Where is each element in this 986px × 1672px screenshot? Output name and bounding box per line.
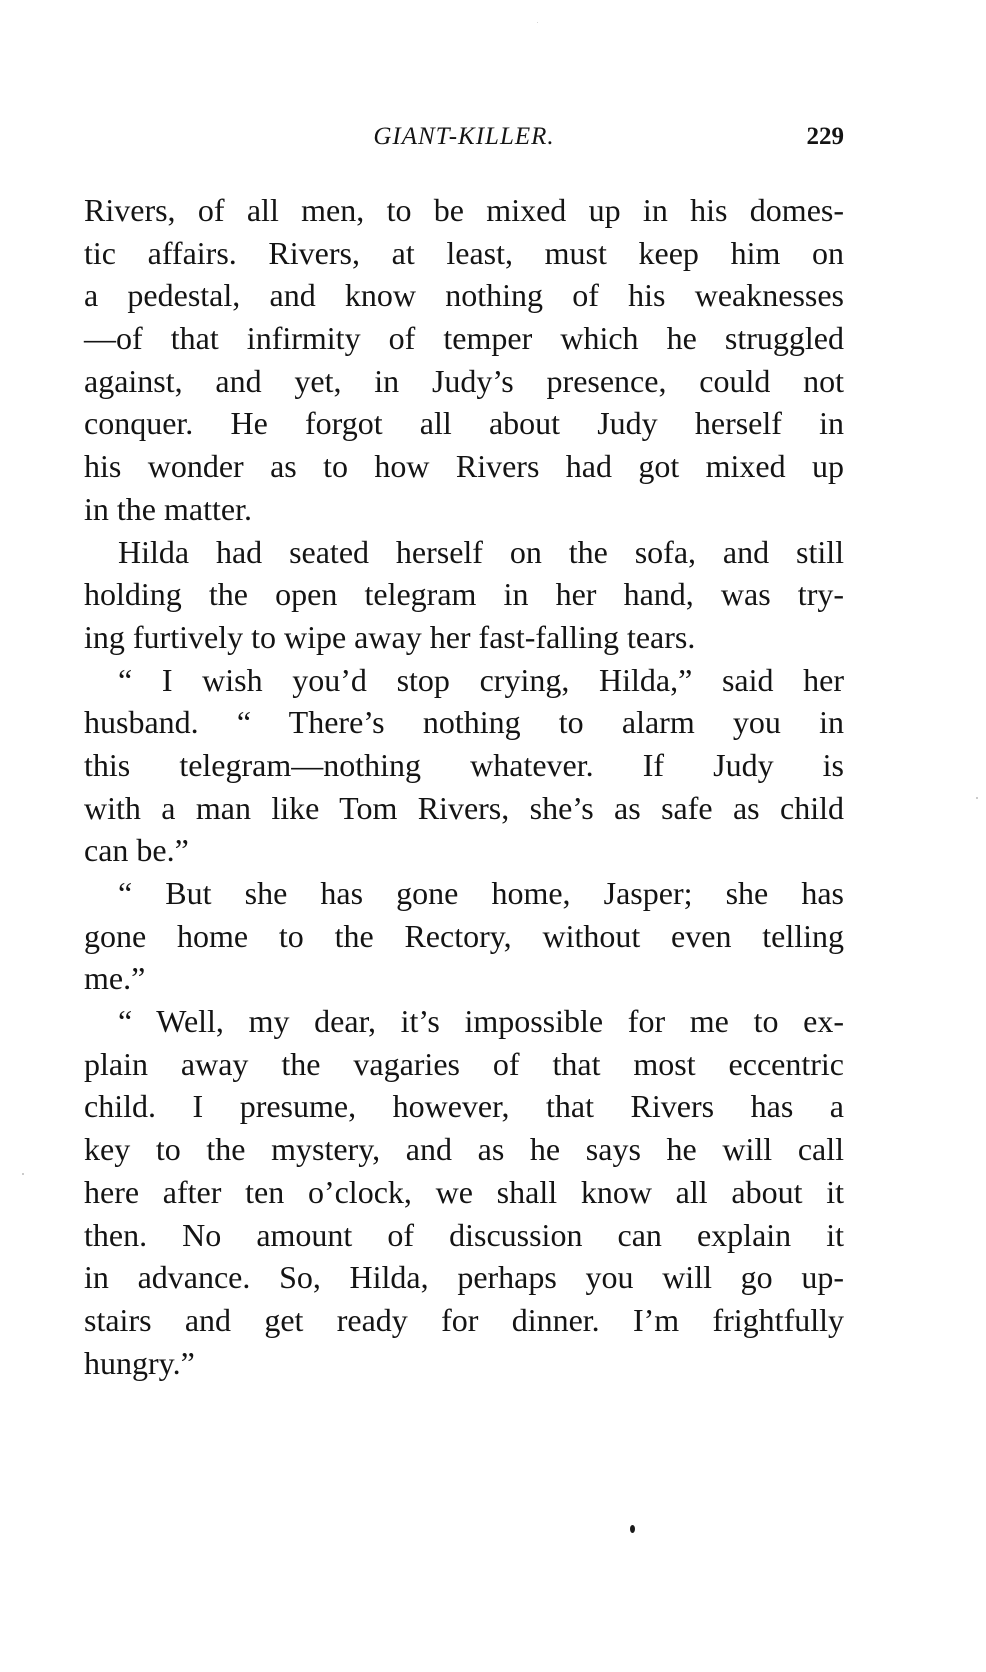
scan-speck bbox=[537, 22, 538, 23]
text-line: plain away the vagaries of that most eccentric bbox=[84, 1045, 844, 1082]
text-line: this telegram—nothing whatever. If Judy is bbox=[84, 746, 844, 783]
text-line: me.” bbox=[84, 960, 146, 997]
paragraph-start-line: Hilda had seated herself on the sofa, and still bbox=[118, 533, 844, 570]
text-line: holding the open telegram in her hand, was try- bbox=[84, 576, 844, 613]
text-line: gone home to the Rectory, without even telling bbox=[84, 917, 844, 954]
text-line: with a man like Tom Rivers, she’s as safe as child bbox=[84, 789, 844, 826]
text-line: key to the mystery, and as he says he will call bbox=[84, 1131, 844, 1168]
text-line: here after ten o’clock, we shall know all about it bbox=[84, 1173, 844, 1210]
text-line: conquer. He forgot all about Judy herself in bbox=[84, 405, 844, 442]
paragraph-start-line: “ I wish you’d stop crying, Hilda,” said her bbox=[118, 661, 844, 698]
page-number: 229 bbox=[806, 123, 844, 150]
text-line: —of that infirmity of temper which he struggled bbox=[84, 320, 844, 357]
scan-speck bbox=[22, 1173, 24, 1175]
body-text bbox=[84, 189, 844, 1384]
text-line: in the matter. bbox=[84, 490, 252, 527]
text-line: against, and yet, in Judy’s presence, could not bbox=[84, 362, 844, 399]
text-line: child. I presume, however, that Rivers has a bbox=[84, 1088, 844, 1125]
scan-speck bbox=[976, 797, 978, 799]
ink-blot bbox=[630, 1525, 635, 1533]
text-line: his wonder as to how Rivers had got mixed up bbox=[84, 448, 844, 485]
text-line: husband. “ There’s nothing to alarm you in bbox=[84, 704, 844, 741]
text-line: then. No amount of discussion can explain it bbox=[84, 1216, 844, 1253]
text-line: can be.” bbox=[84, 832, 189, 869]
text-line: tic affairs. Rivers, at least, must keep him on bbox=[84, 234, 844, 271]
paragraph-start-line: “ Well, my dear, it’s impossible for me to ex- bbox=[118, 1003, 844, 1040]
text-line: hungry.” bbox=[84, 1344, 195, 1381]
text-line: in advance. So, Hilda, perhaps you will go up- bbox=[84, 1259, 844, 1296]
text-line: a pedestal, and know nothing of his weaknesses bbox=[84, 277, 844, 314]
text-line: Rivers, of all men, to be mixed up in his domes- bbox=[84, 192, 844, 228]
text-line: ing furtively to wipe away her fast-falling tears. bbox=[84, 618, 696, 655]
page-header bbox=[84, 117, 844, 157]
text-line: stairs and get ready for dinner. I’m frightfully bbox=[84, 1301, 844, 1338]
running-head: GIANT-KILLER. bbox=[373, 123, 555, 150]
paragraph-start-line: “ But she has gone home, Jasper; she has bbox=[118, 875, 844, 911]
